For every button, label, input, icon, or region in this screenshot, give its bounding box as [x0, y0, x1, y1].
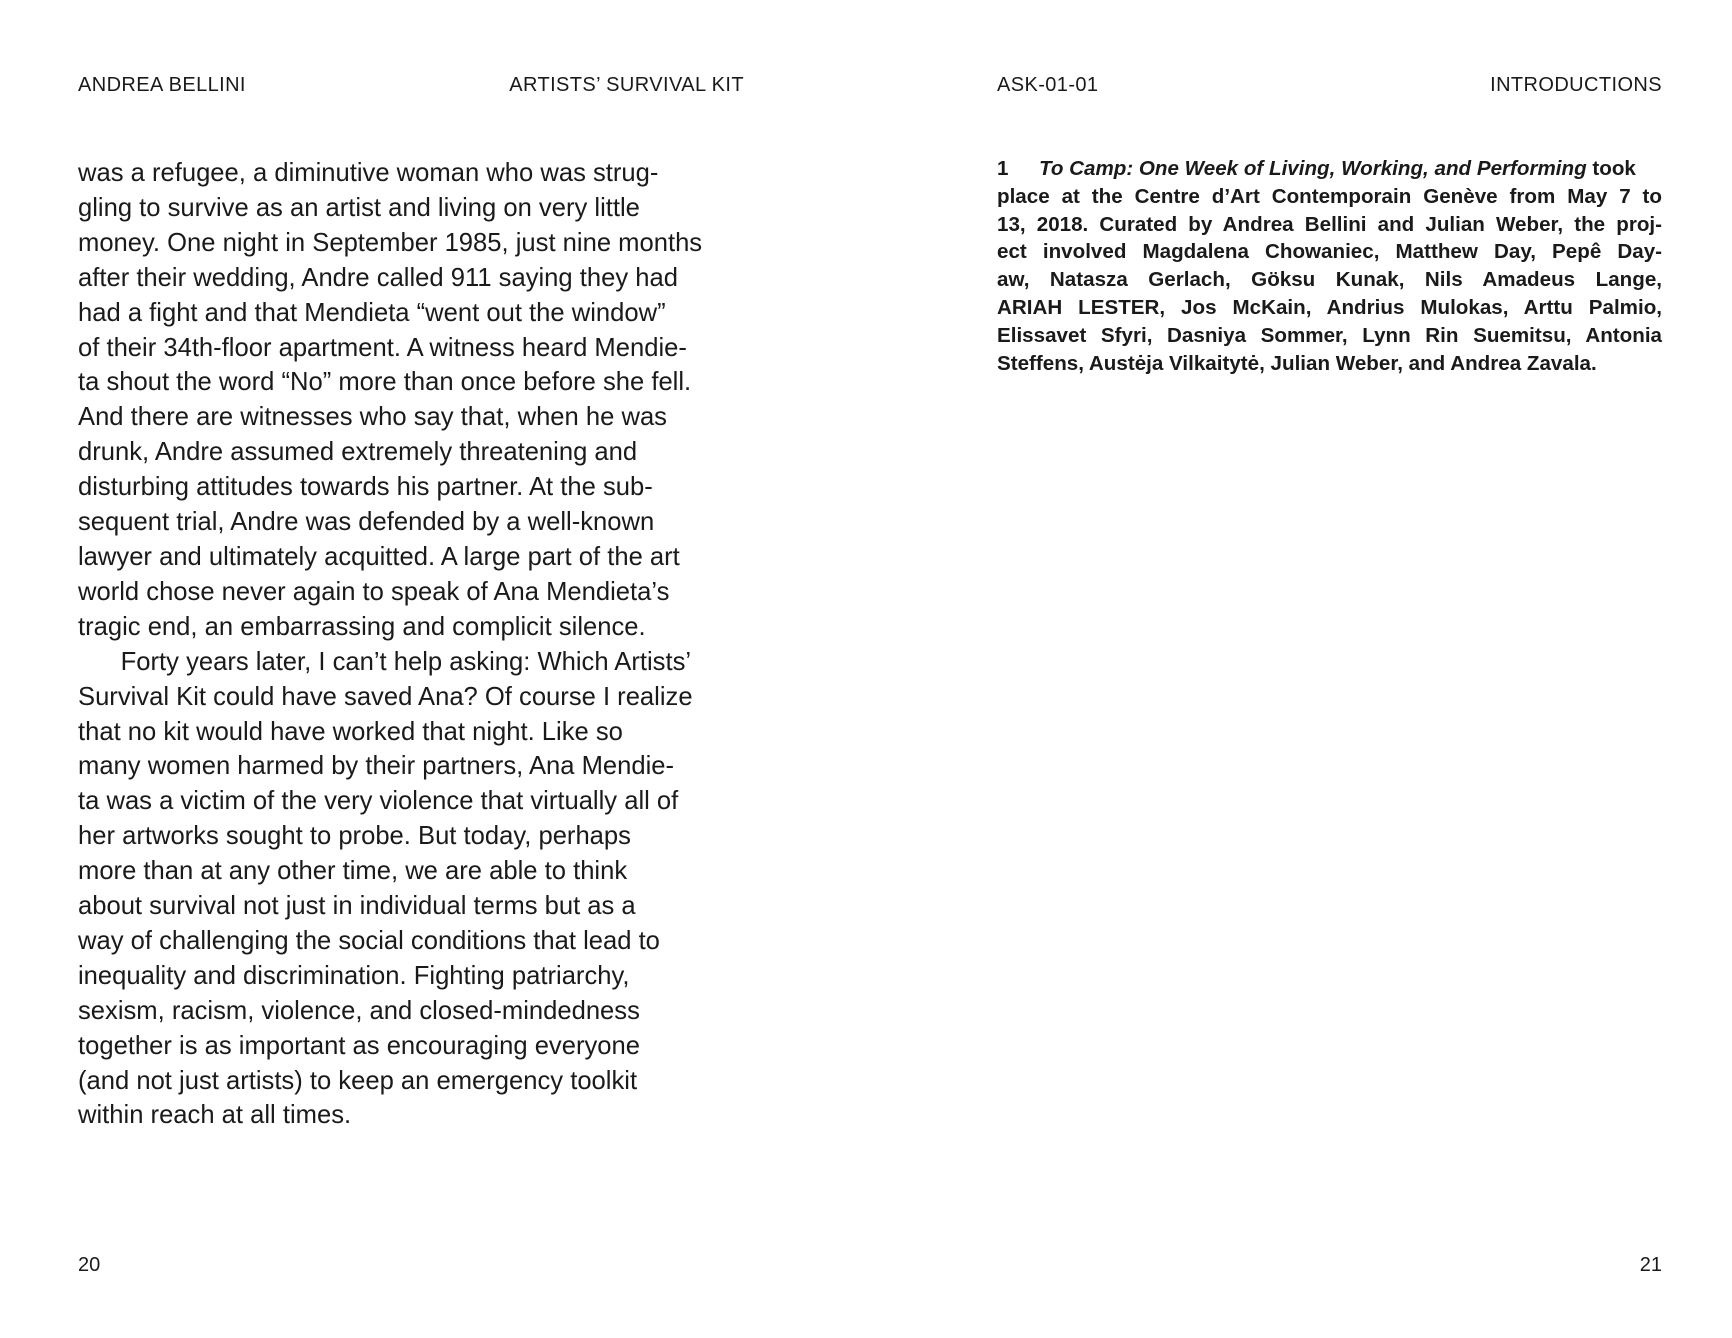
body-line: ta shout the word “No” more than once before she fell. [78, 368, 692, 397]
body-line: together is as important as encouraging everyone [78, 1031, 640, 1060]
body-line: (and not just artists) to keep an emergency toolkit [78, 1066, 638, 1095]
footnote-line: ect involved Magdalena Chowaniec, Matthew Day, Pepê Day- [997, 240, 1662, 264]
right-running-head [997, 74, 1662, 98]
footnote-line: Steffens, Austėja Vilkaitytė, Julian Weber, and Andrea Zavala. [997, 351, 1597, 375]
footnote-first-line [997, 155, 1662, 183]
footnote-line: Elissavet Sfyri, Dasniya Sommer, Lynn Rin Suemitsu, Antonia [997, 323, 1662, 347]
body-line: And there are witnesses who say that, when he was [78, 403, 667, 432]
book-title: ARTISTS’ SURVIVAL KIT [509, 74, 744, 96]
body-line: had a fight and that Mendieta “went out the window” [78, 298, 666, 327]
footnote-line: 13, 2018. Curated by Andrea Bellini and Julian Weber, the proj- [997, 212, 1662, 236]
section-title: INTRODUCTIONS [1490, 74, 1662, 96]
body-line: money. One night in September 1985, just nine months [78, 228, 703, 257]
page-number-right: 21 [1639, 1254, 1662, 1276]
body-line: was a refugee, a diminutive woman who was strug- [78, 159, 659, 187]
footnote-line: aw, Natasza Gerlach, Göksu Kunak, Nils Amadeus Lange, [997, 268, 1662, 292]
footnote-line: place at the Centre d’Art Contemporain Genève from May 7 to [997, 184, 1662, 208]
body-line: sequent trial, Andre was defended by a well-known [78, 508, 655, 537]
left-page [78, 0, 744, 1338]
body-line: way of challenging the social conditions that lead to [78, 926, 660, 955]
footnote-number: 1 [997, 157, 1009, 180]
body-line: more than at any other time, we are able to think [78, 857, 628, 886]
body-line: lawyer and ultimately acquitted. A large part of the art [78, 542, 680, 571]
footnote [997, 155, 1662, 377]
body-line: of their 34th-floor apartment. A witness heard Mendie- [78, 333, 687, 362]
body-line: gling to survive as an artist and living on very little [78, 193, 640, 222]
body-line: many women harmed by their partners, Ana Mendie- [78, 752, 675, 781]
footnote-title: To Camp: One Week of Living, Working, and Performing [1039, 157, 1587, 180]
body-line: her artworks sought to probe. But today, perhaps [78, 822, 631, 851]
body-line: that no kit would have worked that night. Like so [78, 717, 623, 746]
body-line: tragic end, an embarrassing and complicit silence. [78, 612, 646, 641]
body-line: sexism, racism, violence, and closed-mindedness [78, 996, 640, 1025]
author-name: ANDREA BELLINI [78, 74, 246, 96]
footnote-first-line-rest: took [1586, 157, 1636, 180]
body-line: Survival Kit could have saved Ana? Of course I realize [78, 682, 693, 711]
right-page [997, 0, 1662, 1338]
body-line: inequality and discrimination. Fighting patriarchy, [78, 961, 630, 990]
body-line: about survival not just in individual terms but as a [78, 892, 636, 921]
page-number-left: 20 [78, 1254, 101, 1276]
footnote-line: ARIAH LESTER, Jos McKain, Andrius Mulokas, Arttu Palmio, [997, 295, 1662, 319]
body-line: within reach at all times. [78, 1101, 352, 1130]
body-line: ta was a victim of the very violence that virtually all of [78, 787, 679, 816]
body-line: drunk, Andre assumed extremely threatening and [78, 438, 638, 467]
body-line: Forty years later, I can’t help asking: Which Artists’ [78, 647, 692, 676]
left-running-head [78, 74, 744, 98]
body-line: after their wedding, Andre called 911 saying they had [78, 263, 678, 292]
body-line: disturbing attitudes towards his partner. At the sub- [78, 473, 653, 502]
body-line: world chose never again to speak of Ana Mendieta’s [78, 577, 670, 606]
document-code: ASK-01-01 [997, 74, 1099, 96]
footnote-lines [997, 183, 1662, 378]
body-text [78, 156, 744, 1133]
